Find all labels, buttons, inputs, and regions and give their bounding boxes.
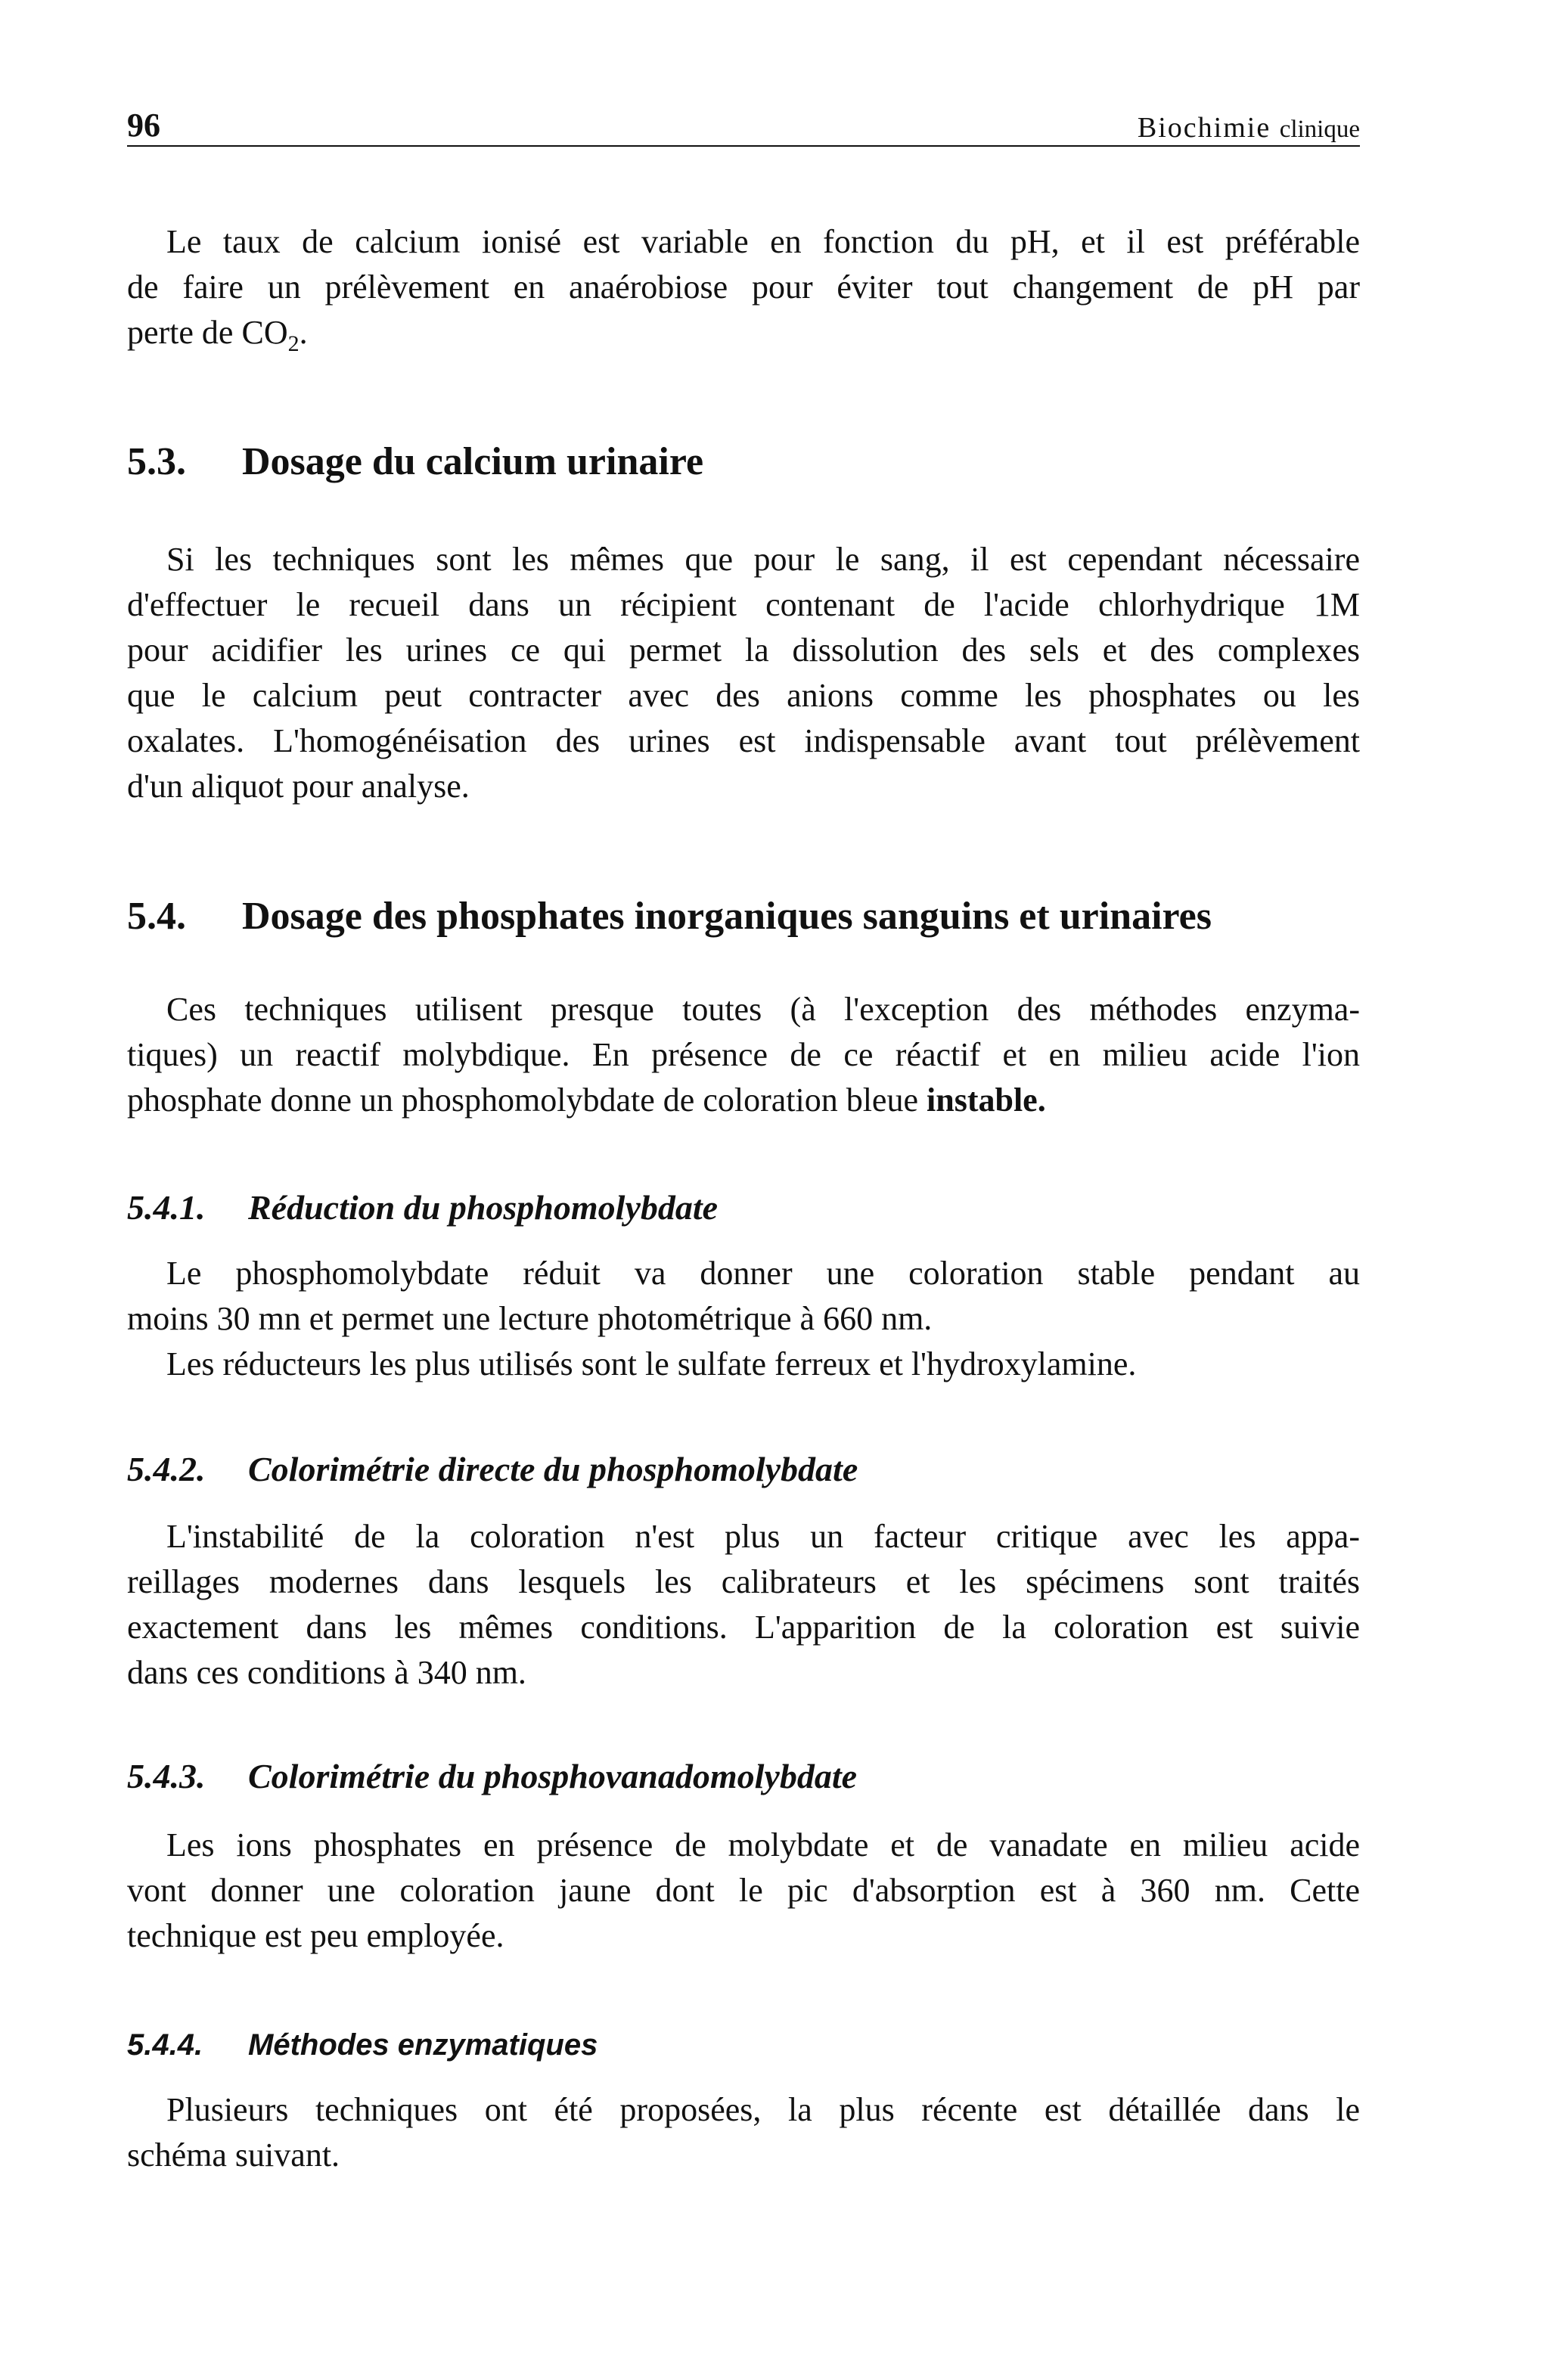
paragraph-5-3 xyxy=(127,537,1360,809)
section-heading-5-4 xyxy=(127,897,1212,936)
intro-line-3-text: perte de CO xyxy=(127,314,288,351)
subsection-title: Colorimétrie du phosphovanadomolybdate xyxy=(248,1757,858,1795)
paragraph-5-4-4 xyxy=(127,2087,1360,2178)
paragraph-5-4-1 xyxy=(127,1251,1360,1387)
paragraph-line xyxy=(127,1078,1360,1123)
intro-line-1: Le taux de calcium ionisé est variable en fonction du pH, et il est préférable xyxy=(166,223,1360,260)
subsection-title: Colorimétrie directe du phosphomolybdate xyxy=(248,1450,858,1488)
page-header xyxy=(127,104,1360,147)
paragraph-line: vont donner une coloration jaune dont le pic d'absorption est à 360 nm. Cette xyxy=(127,1872,1360,1909)
intro-paragraph xyxy=(127,219,1360,355)
co2-subscript: 2 xyxy=(287,331,300,356)
paragraph-line: pour acidifier les urines ce qui permet la dissolution des sels et des complexes xyxy=(127,631,1360,669)
paragraph-5-4-3 xyxy=(127,1823,1360,1959)
paragraph-line: Les réducteurs les plus utilisés sont le sulfate ferreux et l'hydroxylamine. xyxy=(166,1345,1137,1382)
section-number: 5.3. xyxy=(127,440,186,483)
paragraph-line: que le calcium peut contracter avec des anions comme les phosphates ou les xyxy=(127,677,1360,714)
paragraph-line: Ces techniques utilisent presque toutes (à l'exception des méthodes enzyma- xyxy=(166,991,1360,1028)
subsection-heading-5-4-2 xyxy=(127,1452,858,1487)
intro-line-3-end: . xyxy=(299,314,308,351)
subsection-number: 5.4.2. xyxy=(127,1450,206,1488)
page-number: 96 xyxy=(127,107,160,144)
subsection-number: 5.4.3. xyxy=(127,1757,206,1795)
paragraph-line: d'un aliquot pour analyse. xyxy=(127,768,470,805)
section-number: 5.4. xyxy=(127,895,186,938)
running-title-small: clinique xyxy=(1279,116,1360,143)
running-title xyxy=(1138,113,1360,142)
paragraph-line: Plusieurs techniques ont été proposées, la plus récente est détaillée dans le xyxy=(166,2091,1360,2128)
paragraph-5-4 xyxy=(127,987,1360,1123)
subsection-heading-5-4-1 xyxy=(127,1190,718,1225)
paragraph-line: d'effectuer le recueil dans un récipient contenant de l'acide chlorhydrique 1M xyxy=(127,586,1360,623)
paragraph-line: dans ces conditions à 340 nm. xyxy=(127,1654,526,1691)
paragraph-line: schéma suivant. xyxy=(127,2136,340,2174)
subsection-title: Méthodes enzymatiques xyxy=(248,2028,598,2062)
paragraph-line: moins 30 mn et permet une lecture photométrique à 660 nm. xyxy=(127,1300,933,1337)
section-heading-5-3 xyxy=(127,442,703,482)
bold-emphasis: instable. xyxy=(927,1081,1046,1119)
intro-line-2: de faire un prélèvement en anaérobiose pour éviter tout changement de pH par xyxy=(127,268,1360,306)
section-title: Dosage des phosphates inorganiques sanguins et urinaires xyxy=(242,895,1212,938)
subsection-heading-5-4-4 xyxy=(127,2030,598,2060)
paragraph-line: tiques) un reactif molybdique. En présence de ce réactif et en milieu acide l'ion xyxy=(127,1036,1360,1073)
paragraph-line: Le phosphomolybdate réduit va donner une coloration stable pendant au xyxy=(166,1255,1360,1292)
intro-line-3 xyxy=(127,310,1360,355)
paragraph-line: technique est peu employée. xyxy=(127,1917,504,1954)
subsection-number: 5.4.4. xyxy=(127,2028,203,2062)
paragraph-line: oxalates. L'homogénéisation des urines est indispensable avant tout prélèvement xyxy=(127,722,1360,759)
running-title-main: Biochimie xyxy=(1137,112,1271,144)
paragraph-text: phosphate donne un phosphomolybdate de coloration bleue xyxy=(127,1081,918,1119)
subsection-heading-5-4-3 xyxy=(127,1759,857,1794)
paragraph-line: Si les techniques sont les mêmes que pour le sang, il est cependant nécessaire xyxy=(166,541,1360,578)
paragraph-line: reillages modernes dans lesquels les calibrateurs et les spécimens sont traités xyxy=(127,1563,1360,1600)
paragraph-5-4-2 xyxy=(127,1514,1360,1696)
paragraph-line: exactement dans les mêmes conditions. L'apparition de la coloration est suivie xyxy=(127,1609,1360,1646)
section-title: Dosage du calcium urinaire xyxy=(242,440,704,483)
subsection-number: 5.4.1. xyxy=(127,1188,206,1227)
paragraph-line: L'instabilité de la coloration n'est plus un facteur critique avec les appa- xyxy=(166,1518,1360,1555)
paragraph-line: Les ions phosphates en présence de molybdate et de vanadate en milieu acide xyxy=(166,1826,1360,1863)
subsection-title: Réduction du phosphomolybdate xyxy=(248,1188,719,1227)
